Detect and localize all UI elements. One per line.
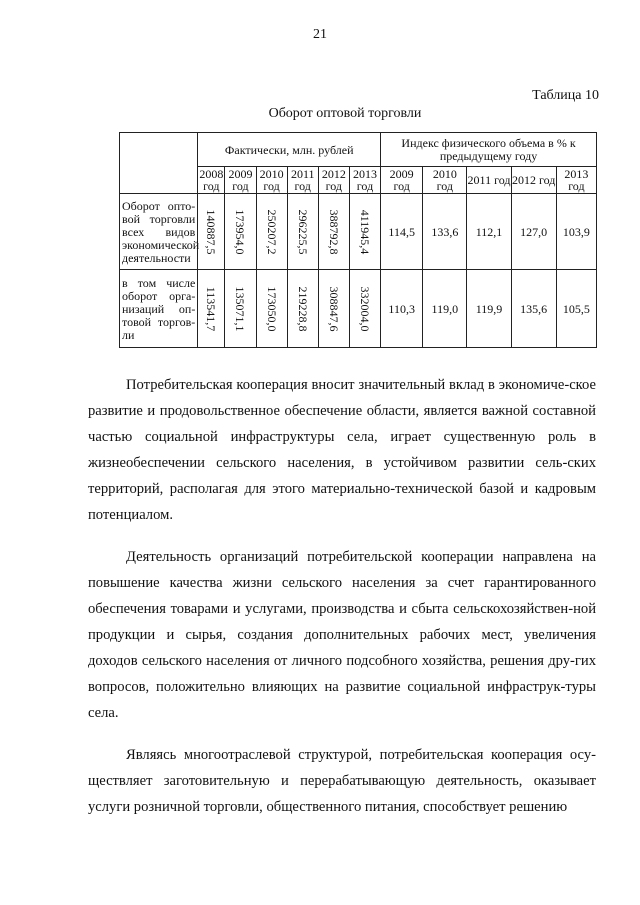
wholesale-turnover-table [119, 132, 597, 348]
value-cell [349, 270, 380, 348]
value-cell [256, 270, 287, 348]
value-cell [349, 194, 380, 270]
table-row [120, 194, 597, 270]
value-cell [198, 194, 225, 270]
value-text: 173050,0 [264, 286, 279, 331]
table-row [120, 270, 597, 348]
value-text: 308847,6 [326, 286, 341, 331]
index-cell: 105,5 [556, 270, 596, 348]
paragraph: Деятельность организаций потребительской кооперации направлена на повышение качества жизни сельского населения за счет гарантированного обеспечения товарами и услугами, производства и сбыта сельскохозяйствен-ной продукции и сырья, создания дополнительных рабочих мест, увеличения доходов сельского населения от личного подсобного хозяйства, решения дру-гих вопросов, положительно влияющих на развитие социальной инфраструк-туры села. [88, 549, 596, 721]
header-index: Индекс физического объема в % к предыдущему году [381, 133, 597, 167]
year-header-cell: 2012 год [318, 167, 349, 194]
body-text [88, 372, 596, 836]
index-cell: 103,9 [556, 194, 596, 270]
year-header-cell: 2013 год [349, 167, 380, 194]
value-cell [287, 194, 318, 270]
year-header-cell: 2010 год [423, 167, 467, 194]
index-cell: 133,6 [423, 194, 467, 270]
value-cell [198, 270, 225, 348]
header-actual: Фактически, млн. рублей [198, 133, 381, 167]
year-header-cell: 2011 год [287, 167, 318, 194]
value-text: 113541,7 [204, 286, 219, 331]
value-cell [287, 270, 318, 348]
value-cell [318, 194, 349, 270]
row-label: в том числе оборот орга-низаций оп-товой торгов-ли [120, 270, 198, 348]
value-text: 173954,0 [233, 209, 248, 254]
year-header-cell: 2013 год [556, 167, 596, 194]
year-header-cell: 2009 год [225, 167, 256, 194]
value-text: 219228,8 [295, 286, 310, 331]
paragraph: Потребительская кооперация вносит значительный вклад в экономиче-ское развитие и продовольственное обеспечение области, является важной составной частью социальной инфраструктуры села, играет существенную роль в жизнеобеспечении сельского населения, в устойчивом развитии сель-ских территорий, располагая для этого материально-технической базой и кадровым потенциалом. [88, 377, 596, 523]
index-cell: 112,1 [467, 194, 511, 270]
value-text: 332004,0 [358, 286, 372, 331]
index-cell: 110,3 [381, 270, 423, 348]
value-text: 296225,5 [295, 209, 310, 254]
value-cell [256, 194, 287, 270]
value-text: 250207,2 [264, 209, 279, 254]
paragraph: Являясь многоотраслевой структурой, потребительская кооперация осу-ществляет заготовительную и перерабатывающую деятельность, оказывает услуги розничной торговли, общественного питания, способствует решению [88, 747, 596, 815]
year-header-cell: 2009 год [381, 167, 423, 194]
value-text: 140887,5 [204, 209, 219, 254]
index-cell: 119,9 [467, 270, 511, 348]
value-cell [318, 270, 349, 348]
value-cell [225, 270, 256, 348]
index-cell: 114,5 [381, 194, 423, 270]
page-number: 21 [313, 27, 327, 42]
table-title: Оборот оптовой торговли [268, 106, 422, 121]
value-text: 388792,8 [326, 209, 341, 254]
year-header-cell: 2008 год [199, 167, 224, 193]
value-text: 411945,4 [358, 209, 372, 254]
value-text: 135071,1 [233, 286, 248, 331]
year-header-cell: 2010 год [256, 167, 287, 194]
table-label: Таблица 10 [532, 88, 599, 103]
index-cell: 119,0 [423, 270, 467, 348]
index-cell: 127,0 [511, 194, 556, 270]
year-header-cell: 2012 год [511, 167, 556, 194]
corner-cell [120, 133, 198, 194]
year-header-cell: 2011 год [467, 167, 511, 194]
table-header-row [120, 133, 597, 167]
index-cell: 135,6 [511, 270, 556, 348]
row-label: Оборот опто-вой торговли всех видов экономической деятельности [120, 194, 198, 270]
value-cell [225, 194, 256, 270]
